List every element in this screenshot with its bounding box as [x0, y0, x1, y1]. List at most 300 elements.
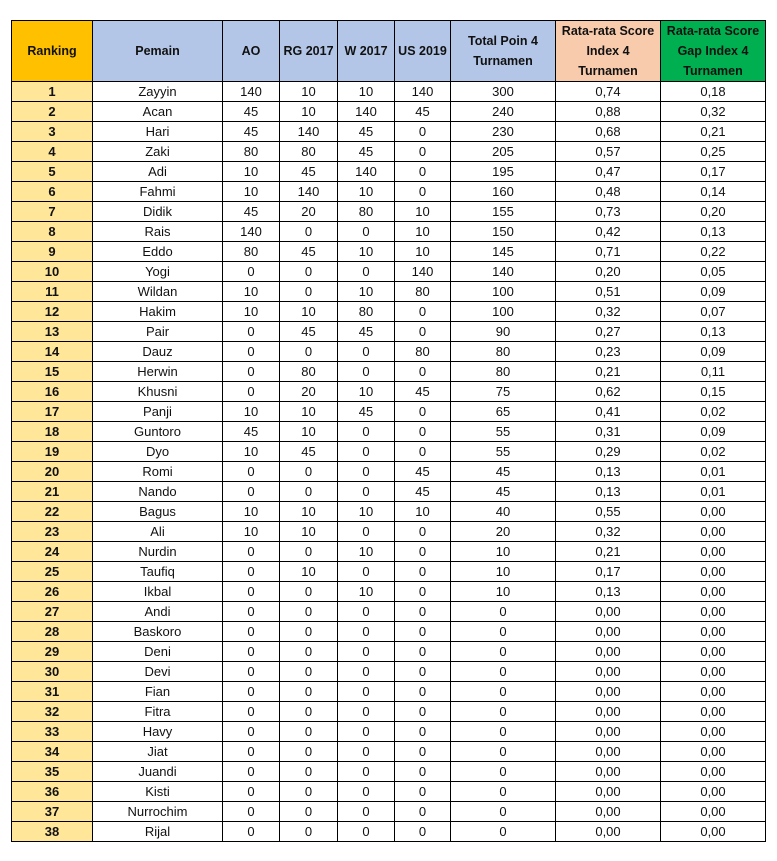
cell-avg-score-gap-index[interactable]: 0,09: [661, 342, 766, 362]
cell-avg-score-gap-index[interactable]: 0,11: [661, 362, 766, 382]
cell-us2019[interactable]: 0: [395, 562, 451, 582]
cell-ranking[interactable]: 18: [12, 422, 93, 442]
cell-pemain[interactable]: Dyo: [93, 442, 223, 462]
cell-ao[interactable]: 0: [223, 782, 280, 802]
cell-w2017[interactable]: 0: [338, 682, 395, 702]
cell-total-poin[interactable]: 10: [451, 562, 556, 582]
cell-pemain[interactable]: Dauz: [93, 342, 223, 362]
cell-rg2017[interactable]: 45: [280, 322, 338, 342]
cell-w2017[interactable]: 0: [338, 602, 395, 622]
cell-ranking[interactable]: 5: [12, 162, 93, 182]
cell-avg-score-gap-index[interactable]: 0,32: [661, 102, 766, 122]
cell-avg-score-index[interactable]: 0,13: [556, 582, 661, 602]
cell-rg2017[interactable]: 45: [280, 162, 338, 182]
cell-avg-score-gap-index[interactable]: 0,00: [661, 682, 766, 702]
cell-ao[interactable]: 0: [223, 542, 280, 562]
cell-ranking[interactable]: 6: [12, 182, 93, 202]
cell-ranking[interactable]: 2: [12, 102, 93, 122]
cell-ao[interactable]: 10: [223, 442, 280, 462]
cell-us2019[interactable]: 140: [395, 262, 451, 282]
cell-pemain[interactable]: Andi: [93, 602, 223, 622]
cell-ao[interactable]: 45: [223, 102, 280, 122]
cell-ranking[interactable]: 23: [12, 522, 93, 542]
cell-pemain[interactable]: Zayyin: [93, 82, 223, 102]
cell-ranking[interactable]: 15: [12, 362, 93, 382]
cell-ao[interactable]: 10: [223, 282, 280, 302]
cell-ao[interactable]: 0: [223, 362, 280, 382]
cell-rg2017[interactable]: 20: [280, 382, 338, 402]
cell-rg2017[interactable]: 10: [280, 82, 338, 102]
cell-w2017[interactable]: 0: [338, 662, 395, 682]
cell-us2019[interactable]: 0: [395, 162, 451, 182]
cell-w2017[interactable]: 80: [338, 202, 395, 222]
cell-total-poin[interactable]: 0: [451, 722, 556, 742]
cell-avg-score-gap-index[interactable]: 0,00: [661, 762, 766, 782]
cell-w2017[interactable]: 80: [338, 302, 395, 322]
cell-ao[interactable]: 45: [223, 422, 280, 442]
cell-total-poin[interactable]: 0: [451, 782, 556, 802]
cell-pemain[interactable]: Juandi: [93, 762, 223, 782]
cell-us2019[interactable]: 0: [395, 522, 451, 542]
cell-us2019[interactable]: 0: [395, 822, 451, 842]
cell-avg-score-index[interactable]: 0,32: [556, 302, 661, 322]
cell-avg-score-index[interactable]: 0,00: [556, 622, 661, 642]
cell-total-poin[interactable]: 0: [451, 662, 556, 682]
cell-rg2017[interactable]: 80: [280, 142, 338, 162]
cell-avg-score-index[interactable]: 0,00: [556, 742, 661, 762]
cell-us2019[interactable]: 10: [395, 242, 451, 262]
cell-ao[interactable]: 10: [223, 402, 280, 422]
cell-ao[interactable]: 45: [223, 122, 280, 142]
cell-pemain[interactable]: Kisti: [93, 782, 223, 802]
cell-ao[interactable]: 45: [223, 202, 280, 222]
cell-us2019[interactable]: 10: [395, 202, 451, 222]
cell-total-poin[interactable]: 195: [451, 162, 556, 182]
cell-avg-score-index[interactable]: 0,68: [556, 122, 661, 142]
cell-us2019[interactable]: 0: [395, 702, 451, 722]
cell-pemain[interactable]: Ali: [93, 522, 223, 542]
cell-total-poin[interactable]: 45: [451, 482, 556, 502]
cell-pemain[interactable]: Nando: [93, 482, 223, 502]
cell-avg-score-gap-index[interactable]: 0,17: [661, 162, 766, 182]
cell-total-poin[interactable]: 10: [451, 542, 556, 562]
cell-avg-score-gap-index[interactable]: 0,01: [661, 482, 766, 502]
cell-w2017[interactable]: 0: [338, 822, 395, 842]
cell-avg-score-gap-index[interactable]: 0,00: [661, 502, 766, 522]
cell-w2017[interactable]: 0: [338, 722, 395, 742]
cell-ranking[interactable]: 28: [12, 622, 93, 642]
cell-pemain[interactable]: Nurrochim: [93, 802, 223, 822]
header-avg-score-index[interactable]: Rata-rata Score Index 4 Turnamen: [556, 21, 661, 82]
cell-us2019[interactable]: 45: [395, 482, 451, 502]
cell-ranking[interactable]: 8: [12, 222, 93, 242]
cell-avg-score-gap-index[interactable]: 0,14: [661, 182, 766, 202]
cell-total-poin[interactable]: 0: [451, 702, 556, 722]
cell-rg2017[interactable]: 0: [280, 622, 338, 642]
cell-rg2017[interactable]: 0: [280, 642, 338, 662]
cell-rg2017[interactable]: 0: [280, 782, 338, 802]
cell-w2017[interactable]: 0: [338, 742, 395, 762]
cell-us2019[interactable]: 0: [395, 402, 451, 422]
cell-avg-score-gap-index[interactable]: 0,13: [661, 322, 766, 342]
cell-ranking[interactable]: 36: [12, 782, 93, 802]
cell-avg-score-gap-index[interactable]: 0,00: [661, 602, 766, 622]
cell-avg-score-index[interactable]: 0,13: [556, 462, 661, 482]
cell-avg-score-index[interactable]: 0,71: [556, 242, 661, 262]
cell-total-poin[interactable]: 100: [451, 302, 556, 322]
cell-w2017[interactable]: 0: [338, 642, 395, 662]
cell-avg-score-gap-index[interactable]: 0,00: [661, 742, 766, 762]
cell-ranking[interactable]: 33: [12, 722, 93, 742]
cell-ranking[interactable]: 10: [12, 262, 93, 282]
cell-total-poin[interactable]: 100: [451, 282, 556, 302]
cell-rg2017[interactable]: 0: [280, 762, 338, 782]
header-us2019[interactable]: US 2019: [395, 21, 451, 82]
cell-ao[interactable]: 0: [223, 662, 280, 682]
cell-ranking[interactable]: 4: [12, 142, 93, 162]
cell-rg2017[interactable]: 0: [280, 722, 338, 742]
cell-total-poin[interactable]: 0: [451, 822, 556, 842]
header-rg2017[interactable]: RG 2017: [280, 21, 338, 82]
cell-avg-score-index[interactable]: 0,88: [556, 102, 661, 122]
cell-avg-score-index[interactable]: 0,20: [556, 262, 661, 282]
cell-avg-score-gap-index[interactable]: 0,02: [661, 442, 766, 462]
cell-w2017[interactable]: 0: [338, 482, 395, 502]
header-pemain[interactable]: Pemain: [93, 21, 223, 82]
cell-w2017[interactable]: 0: [338, 802, 395, 822]
cell-pemain[interactable]: Fahmi: [93, 182, 223, 202]
cell-avg-score-gap-index[interactable]: 0,20: [661, 202, 766, 222]
cell-total-poin[interactable]: 0: [451, 802, 556, 822]
cell-rg2017[interactable]: 45: [280, 242, 338, 262]
cell-avg-score-index[interactable]: 0,47: [556, 162, 661, 182]
cell-w2017[interactable]: 45: [338, 402, 395, 422]
cell-avg-score-index[interactable]: 0,42: [556, 222, 661, 242]
cell-avg-score-gap-index[interactable]: 0,02: [661, 402, 766, 422]
cell-avg-score-gap-index[interactable]: 0,00: [661, 662, 766, 682]
cell-ranking[interactable]: 24: [12, 542, 93, 562]
cell-avg-score-gap-index[interactable]: 0,01: [661, 462, 766, 482]
cell-w2017[interactable]: 0: [338, 422, 395, 442]
cell-us2019[interactable]: 0: [395, 662, 451, 682]
cell-avg-score-gap-index[interactable]: 0,05: [661, 262, 766, 282]
cell-w2017[interactable]: 140: [338, 102, 395, 122]
cell-pemain[interactable]: Khusni: [93, 382, 223, 402]
cell-rg2017[interactable]: 140: [280, 182, 338, 202]
cell-avg-score-index[interactable]: 0,17: [556, 562, 661, 582]
cell-us2019[interactable]: 0: [395, 722, 451, 742]
cell-ranking[interactable]: 19: [12, 442, 93, 462]
cell-avg-score-gap-index[interactable]: 0,00: [661, 582, 766, 602]
cell-ranking[interactable]: 34: [12, 742, 93, 762]
cell-us2019[interactable]: 0: [395, 802, 451, 822]
cell-pemain[interactable]: Didik: [93, 202, 223, 222]
cell-w2017[interactable]: 0: [338, 442, 395, 462]
cell-us2019[interactable]: 0: [395, 542, 451, 562]
cell-ao[interactable]: 0: [223, 802, 280, 822]
cell-ao[interactable]: 0: [223, 642, 280, 662]
cell-us2019[interactable]: 0: [395, 642, 451, 662]
cell-rg2017[interactable]: 0: [280, 682, 338, 702]
cell-ranking[interactable]: 31: [12, 682, 93, 702]
cell-w2017[interactable]: 0: [338, 622, 395, 642]
header-w2017[interactable]: W 2017: [338, 21, 395, 82]
cell-avg-score-gap-index[interactable]: 0,00: [661, 642, 766, 662]
cell-ao[interactable]: 0: [223, 482, 280, 502]
cell-total-poin[interactable]: 65: [451, 402, 556, 422]
cell-ranking[interactable]: 35: [12, 762, 93, 782]
cell-ranking[interactable]: 1: [12, 82, 93, 102]
cell-ranking[interactable]: 9: [12, 242, 93, 262]
cell-rg2017[interactable]: 10: [280, 102, 338, 122]
cell-ao[interactable]: 0: [223, 582, 280, 602]
cell-pemain[interactable]: Fitra: [93, 702, 223, 722]
cell-pemain[interactable]: Hari: [93, 122, 223, 142]
cell-avg-score-index[interactable]: 0,00: [556, 642, 661, 662]
cell-w2017[interactable]: 0: [338, 562, 395, 582]
cell-ao[interactable]: 0: [223, 622, 280, 642]
cell-avg-score-index[interactable]: 0,51: [556, 282, 661, 302]
cell-rg2017[interactable]: 45: [280, 442, 338, 462]
cell-rg2017[interactable]: 10: [280, 402, 338, 422]
cell-us2019[interactable]: 0: [395, 442, 451, 462]
cell-ranking[interactable]: 16: [12, 382, 93, 402]
cell-ranking[interactable]: 26: [12, 582, 93, 602]
cell-w2017[interactable]: 0: [338, 342, 395, 362]
cell-ao[interactable]: 80: [223, 242, 280, 262]
cell-avg-score-index[interactable]: 0,00: [556, 682, 661, 702]
header-total-poin[interactable]: Total Poin 4 Turnamen: [451, 21, 556, 82]
cell-pemain[interactable]: Romi: [93, 462, 223, 482]
cell-w2017[interactable]: 10: [338, 282, 395, 302]
cell-pemain[interactable]: Hakim: [93, 302, 223, 322]
cell-avg-score-index[interactable]: 0,00: [556, 702, 661, 722]
cell-total-poin[interactable]: 90: [451, 322, 556, 342]
cell-rg2017[interactable]: 10: [280, 562, 338, 582]
cell-ranking[interactable]: 38: [12, 822, 93, 842]
cell-ao[interactable]: 0: [223, 702, 280, 722]
cell-ranking[interactable]: 29: [12, 642, 93, 662]
cell-ranking[interactable]: 20: [12, 462, 93, 482]
cell-avg-score-gap-index[interactable]: 0,00: [661, 522, 766, 542]
cell-rg2017[interactable]: 0: [280, 582, 338, 602]
cell-pemain[interactable]: Adi: [93, 162, 223, 182]
cell-ranking[interactable]: 12: [12, 302, 93, 322]
cell-rg2017[interactable]: 0: [280, 702, 338, 722]
cell-avg-score-index[interactable]: 0,00: [556, 782, 661, 802]
cell-avg-score-index[interactable]: 0,73: [556, 202, 661, 222]
cell-pemain[interactable]: Zaki: [93, 142, 223, 162]
cell-avg-score-index[interactable]: 0,00: [556, 722, 661, 742]
cell-ao[interactable]: 10: [223, 522, 280, 542]
cell-w2017[interactable]: 140: [338, 162, 395, 182]
cell-avg-score-index[interactable]: 0,00: [556, 762, 661, 782]
cell-avg-score-gap-index[interactable]: 0,22: [661, 242, 766, 262]
cell-ao[interactable]: 0: [223, 562, 280, 582]
cell-pemain[interactable]: Guntoro: [93, 422, 223, 442]
header-ranking[interactable]: Ranking: [12, 21, 93, 82]
cell-ranking[interactable]: 17: [12, 402, 93, 422]
cell-ao[interactable]: 0: [223, 462, 280, 482]
cell-ranking[interactable]: 3: [12, 122, 93, 142]
cell-w2017[interactable]: 10: [338, 542, 395, 562]
cell-total-poin[interactable]: 230: [451, 122, 556, 142]
cell-ao[interactable]: 0: [223, 722, 280, 742]
cell-avg-score-gap-index[interactable]: 0,00: [661, 622, 766, 642]
cell-w2017[interactable]: 0: [338, 222, 395, 242]
cell-avg-score-gap-index[interactable]: 0,00: [661, 542, 766, 562]
cell-avg-score-index[interactable]: 0,27: [556, 322, 661, 342]
cell-ranking[interactable]: 7: [12, 202, 93, 222]
cell-rg2017[interactable]: 0: [280, 262, 338, 282]
cell-total-poin[interactable]: 140: [451, 262, 556, 282]
cell-ranking[interactable]: 11: [12, 282, 93, 302]
cell-ranking[interactable]: 25: [12, 562, 93, 582]
cell-avg-score-index[interactable]: 0,00: [556, 822, 661, 842]
cell-us2019[interactable]: 45: [395, 102, 451, 122]
cell-rg2017[interactable]: 10: [280, 422, 338, 442]
cell-avg-score-index[interactable]: 0,41: [556, 402, 661, 422]
cell-rg2017[interactable]: 0: [280, 482, 338, 502]
cell-avg-score-index[interactable]: 0,32: [556, 522, 661, 542]
cell-total-poin[interactable]: 0: [451, 682, 556, 702]
cell-ao[interactable]: 140: [223, 82, 280, 102]
cell-ao[interactable]: 0: [223, 322, 280, 342]
cell-w2017[interactable]: 10: [338, 502, 395, 522]
cell-total-poin[interactable]: 240: [451, 102, 556, 122]
cell-pemain[interactable]: Rais: [93, 222, 223, 242]
cell-ranking[interactable]: 30: [12, 662, 93, 682]
cell-rg2017[interactable]: 0: [280, 282, 338, 302]
cell-ranking[interactable]: 27: [12, 602, 93, 622]
cell-w2017[interactable]: 10: [338, 382, 395, 402]
cell-us2019[interactable]: 140: [395, 82, 451, 102]
cell-ranking[interactable]: 13: [12, 322, 93, 342]
cell-us2019[interactable]: 45: [395, 382, 451, 402]
cell-rg2017[interactable]: 10: [280, 522, 338, 542]
cell-total-poin[interactable]: 20: [451, 522, 556, 542]
cell-rg2017[interactable]: 80: [280, 362, 338, 382]
cell-us2019[interactable]: 0: [395, 622, 451, 642]
cell-avg-score-index[interactable]: 0,31: [556, 422, 661, 442]
cell-avg-score-gap-index[interactable]: 0,18: [661, 82, 766, 102]
cell-avg-score-index[interactable]: 0,29: [556, 442, 661, 462]
cell-us2019[interactable]: 0: [395, 602, 451, 622]
cell-us2019[interactable]: 0: [395, 362, 451, 382]
cell-total-poin[interactable]: 45: [451, 462, 556, 482]
cell-avg-score-gap-index[interactable]: 0,00: [661, 702, 766, 722]
cell-pemain[interactable]: Yogi: [93, 262, 223, 282]
cell-us2019[interactable]: 0: [395, 762, 451, 782]
cell-avg-score-index[interactable]: 0,00: [556, 602, 661, 622]
cell-avg-score-index[interactable]: 0,62: [556, 382, 661, 402]
cell-pemain[interactable]: Nurdin: [93, 542, 223, 562]
cell-avg-score-index[interactable]: 0,57: [556, 142, 661, 162]
cell-pemain[interactable]: Herwin: [93, 362, 223, 382]
cell-us2019[interactable]: 45: [395, 462, 451, 482]
cell-avg-score-gap-index[interactable]: 0,07: [661, 302, 766, 322]
cell-rg2017[interactable]: 0: [280, 602, 338, 622]
cell-total-poin[interactable]: 0: [451, 642, 556, 662]
cell-rg2017[interactable]: 0: [280, 742, 338, 762]
header-ao[interactable]: AO: [223, 21, 280, 82]
cell-w2017[interactable]: 10: [338, 242, 395, 262]
cell-pemain[interactable]: Fian: [93, 682, 223, 702]
cell-ao[interactable]: 0: [223, 742, 280, 762]
cell-us2019[interactable]: 0: [395, 142, 451, 162]
cell-avg-score-gap-index[interactable]: 0,00: [661, 562, 766, 582]
cell-total-poin[interactable]: 160: [451, 182, 556, 202]
cell-ranking[interactable]: 14: [12, 342, 93, 362]
cell-ao[interactable]: 0: [223, 682, 280, 702]
cell-avg-score-gap-index[interactable]: 0,15: [661, 382, 766, 402]
cell-ranking[interactable]: 37: [12, 802, 93, 822]
cell-rg2017[interactable]: 0: [280, 662, 338, 682]
cell-rg2017[interactable]: 20: [280, 202, 338, 222]
cell-total-poin[interactable]: 205: [451, 142, 556, 162]
cell-rg2017[interactable]: 0: [280, 542, 338, 562]
cell-pemain[interactable]: Wildan: [93, 282, 223, 302]
cell-us2019[interactable]: 0: [395, 422, 451, 442]
cell-total-poin[interactable]: 150: [451, 222, 556, 242]
cell-ao[interactable]: 0: [223, 342, 280, 362]
cell-us2019[interactable]: 0: [395, 182, 451, 202]
cell-us2019[interactable]: 80: [395, 282, 451, 302]
cell-total-poin[interactable]: 80: [451, 342, 556, 362]
cell-pemain[interactable]: Pair: [93, 322, 223, 342]
cell-w2017[interactable]: 45: [338, 122, 395, 142]
cell-total-poin[interactable]: 0: [451, 742, 556, 762]
cell-ao[interactable]: 0: [223, 602, 280, 622]
cell-us2019[interactable]: 0: [395, 302, 451, 322]
cell-rg2017[interactable]: 10: [280, 502, 338, 522]
cell-pemain[interactable]: Ikbal: [93, 582, 223, 602]
cell-w2017[interactable]: 10: [338, 582, 395, 602]
cell-ao[interactable]: 0: [223, 262, 280, 282]
cell-total-poin[interactable]: 10: [451, 582, 556, 602]
cell-us2019[interactable]: 0: [395, 682, 451, 702]
cell-ao[interactable]: 10: [223, 162, 280, 182]
cell-ao[interactable]: 0: [223, 382, 280, 402]
cell-w2017[interactable]: 0: [338, 362, 395, 382]
cell-avg-score-gap-index[interactable]: 0,00: [661, 802, 766, 822]
cell-rg2017[interactable]: 0: [280, 462, 338, 482]
cell-total-poin[interactable]: 75: [451, 382, 556, 402]
cell-rg2017[interactable]: 0: [280, 802, 338, 822]
cell-pemain[interactable]: Rijal: [93, 822, 223, 842]
cell-us2019[interactable]: 80: [395, 342, 451, 362]
cell-pemain[interactable]: Devi: [93, 662, 223, 682]
cell-avg-score-index[interactable]: 0,00: [556, 662, 661, 682]
cell-rg2017[interactable]: 140: [280, 122, 338, 142]
cell-us2019[interactable]: 10: [395, 502, 451, 522]
cell-avg-score-gap-index[interactable]: 0,09: [661, 422, 766, 442]
cell-avg-score-index[interactable]: 0,21: [556, 362, 661, 382]
cell-pemain[interactable]: Deni: [93, 642, 223, 662]
cell-total-poin[interactable]: 0: [451, 762, 556, 782]
cell-ao[interactable]: 140: [223, 222, 280, 242]
cell-w2017[interactable]: 0: [338, 762, 395, 782]
cell-total-poin[interactable]: 155: [451, 202, 556, 222]
cell-total-poin[interactable]: 300: [451, 82, 556, 102]
cell-rg2017[interactable]: 10: [280, 302, 338, 322]
cell-avg-score-gap-index[interactable]: 0,09: [661, 282, 766, 302]
cell-avg-score-index[interactable]: 0,48: [556, 182, 661, 202]
cell-avg-score-gap-index[interactable]: 0,13: [661, 222, 766, 242]
cell-w2017[interactable]: 45: [338, 322, 395, 342]
cell-ao[interactable]: 10: [223, 502, 280, 522]
cell-w2017[interactable]: 10: [338, 182, 395, 202]
